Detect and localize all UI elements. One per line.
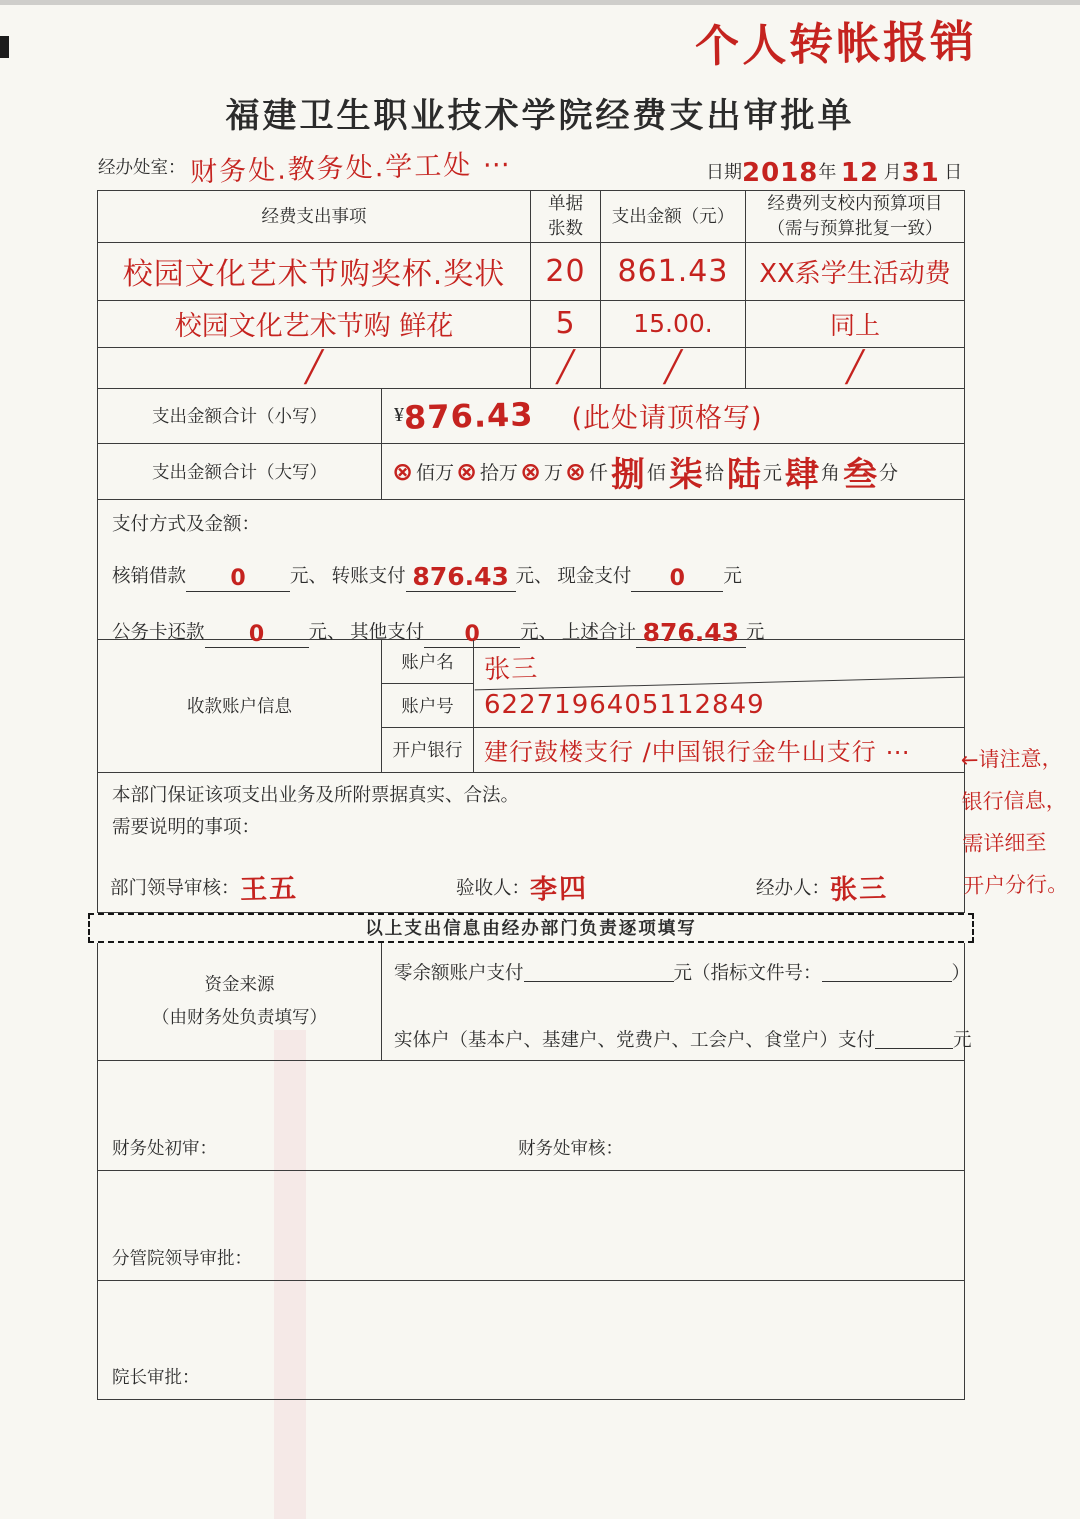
unit-suffix: 元 [723,566,742,587]
cash-pay-value: 0 [631,566,723,592]
caps-unit: 元 [762,462,782,484]
dept-leader-label: 部门领导审核： [110,878,240,899]
scan-edge-artifact [0,0,1080,5]
header-amount: 支出金额（元） [601,191,746,243]
caps-unit: 佰 [646,462,666,484]
inspector-label: 验收人： [456,878,531,899]
table-row-amount: 15.00. [601,301,746,348]
president-approval-section [98,1281,964,1399]
caps-unit: 拾 [704,462,724,484]
transfer-pay-label: 转账支付 [331,566,406,587]
finance-review-section [98,1061,964,1171]
margin-note-line2: 银行信息， [961,788,1067,815]
sum-above-label: 上述合计 [561,622,636,643]
day-suffix: 日 [944,162,963,182]
table-row-item-slash: ╱ [98,348,531,388]
other-pay-label: 其他支付 [350,622,425,643]
total-lower-note: (此处请顶格写) [571,403,763,435]
bank-label: 开户银行 [382,728,474,772]
scan-mark-artifact [0,36,9,58]
currency-sign: ¥ [394,404,404,427]
month-suffix: 月 [883,162,902,182]
table-row-item: 校园文化艺术节购奖杯.奖状 [98,243,531,301]
total-lower-value: 876.43 [403,395,534,437]
finance-first-review-label: 财务处初审： [112,1137,217,1158]
cash-pay-label: 现金支付 [557,566,632,587]
form-title: 福建卫生职业技术学院经费支出审批单 [225,98,855,135]
funding-fields [382,943,972,1060]
close-paren: ） [951,963,971,984]
caps-cross-circle: ⊗ [519,456,541,486]
payment-section [98,500,964,647]
caps-digit: 捌 [610,454,645,495]
declaration-line2: 需要说明的事项： [112,817,261,838]
funding-label-line1: 资金来源 [204,974,275,994]
header-receipt-count-line1: 单据 [548,193,583,213]
account-number-label: 账户号 [382,684,474,728]
table-row-budget: XX系学生活动费 [746,243,964,301]
card-repay-value: 0 [205,622,309,648]
zero-balance-label: 零余额账户支付 [394,963,524,984]
margin-note-line1: ←请注意， [960,746,1063,773]
unit-suffix: 元、 [290,566,328,587]
total-upper-label: 支出金额合计（大写） [98,444,382,499]
header-receipt-count-line2: 张数 [548,218,583,239]
table-row-count: 20 [531,243,601,301]
expense-approval-table [97,190,972,1400]
caps-digit: 叁 [842,454,877,495]
unit-suffix: 元、 [308,622,346,643]
account-name-label: 账户名 [382,640,474,684]
table-row-count: 5 [531,301,601,348]
totals-section [98,389,964,500]
declaration-section [98,773,964,913]
caps-unit: 万 [543,462,563,484]
expense-items-section [98,191,964,389]
vice-president-approval-label: 分管院领导审批： [112,1247,252,1268]
yuan-suffix: 元 [953,1030,972,1051]
account-section-label: 收款账户信息 [98,640,382,772]
card-repay-label: 公务卡还款 [112,622,205,643]
finance-review-label: 财务处审核： [518,1137,623,1158]
date-label: 日期 [706,162,742,182]
handler-value: 张三 [829,872,889,906]
president-approval-label: 院长审批： [112,1366,200,1387]
caps-unit: 分 [878,462,898,484]
handling-office-value: 财务处.教务处.学工处 ⋯ [189,148,513,189]
table-row-count-slash: ╱ [531,348,601,388]
margin-note-line4: 开户分行。 [962,872,1069,899]
caps-digit: 陆 [726,454,761,495]
header-expense-item: 经费支出事项 [98,191,531,243]
other-pay-value: 0 [424,622,520,648]
dept-leader-value: 王五 [239,872,298,906]
date-year-value: 2018 [742,158,819,188]
account-number-value: 6227196405112849 [474,684,964,728]
caps-unit: 仟 [588,462,608,484]
inspector-value: 李四 [529,872,589,906]
header-budget-item [746,191,964,243]
caps-cross-circle: ⊗ [392,456,413,486]
writeoff-loan-value: 0 [186,566,290,592]
total-lower-label: 支出金额合计（小写） [98,389,382,444]
caps-cross-circle: ⊗ [455,456,477,486]
year-suffix: 年 [818,162,837,182]
handling-office-label: 经办处室： [98,157,186,177]
transfer-pay-value: 876.43 [406,562,516,592]
funding-section [98,943,972,1061]
unit-suffix: 元 [745,622,765,643]
zero-balance-line [394,959,971,985]
table-row-budget-slash: ╱ [845,351,865,385]
indicator-doc-label: 元（指标文件号： [673,963,822,984]
total-upper-value-cell [382,444,964,499]
entity-account-blank [875,1048,953,1049]
margin-note [961,737,1080,907]
header-receipt-count [531,191,601,243]
header-budget-line2: （需与预算批复一致） [767,218,943,239]
entity-account-line [394,1026,972,1052]
bank-value: 建行鼓楼支行 /中国银行金牛山支行 ⋯ [484,738,911,767]
entity-account-label: 实体户（基本户、基建户、党费户、工会户、食堂户）支付 [394,1030,876,1051]
account-info-section [98,640,964,773]
caps-digit: 柒 [668,454,703,495]
date-month-value: 12 [840,158,880,188]
caps-unit: 拾万 [479,462,518,484]
caps-unit: 角 [820,462,840,484]
table-row-item: 校园文化艺术节购 鲜花 [98,301,531,348]
declaration-line1: 本部门保证该项支出业务及所附票据真实、合法。 [112,785,520,806]
inspector-signature [456,867,588,906]
table-row-amount-slash: ╱ [601,348,746,388]
sum-above-value: 876.43 [636,618,746,648]
unit-suffix: 元、 [515,566,553,587]
unit-suffix: 元、 [520,622,558,643]
zero-balance-blank [524,981,674,982]
total-lower-value-cell [382,389,964,444]
handwritten-corner-note: 个人转帐报销 [694,16,978,73]
funding-label [98,943,382,1060]
payment-section-label: 支付方式及金额： [112,514,261,535]
account-name-value: 张三 [474,633,965,690]
header-budget-line1: 经费列支校内预算项目 [767,193,943,213]
writeoff-loan-label: 核销借款 [112,566,187,587]
payment-line-1 [112,562,950,592]
table-row-amount: 861.43 [601,243,746,301]
caps-unit: 佰万 [415,462,454,484]
vice-president-approval-section [98,1171,964,1281]
indicator-doc-blank [822,981,952,982]
caps-digit: 肆 [784,454,819,495]
table-row-budget: 同上 [746,301,964,348]
handling-office-line [98,146,513,189]
date-line [706,158,962,188]
funding-label-line2: （由财务处负责填写） [152,1007,327,1028]
divider-note: 以上支出信息由经办部门负责逐项填写 [88,913,974,943]
date-day-value: 31 [901,158,940,188]
caps-cross-circle: ⊗ [564,456,586,486]
handler-signature [756,867,888,906]
dept-leader-signature [110,867,298,906]
margin-note-line3: 需详细至 [962,830,1047,857]
handler-label: 经办人： [756,878,831,899]
